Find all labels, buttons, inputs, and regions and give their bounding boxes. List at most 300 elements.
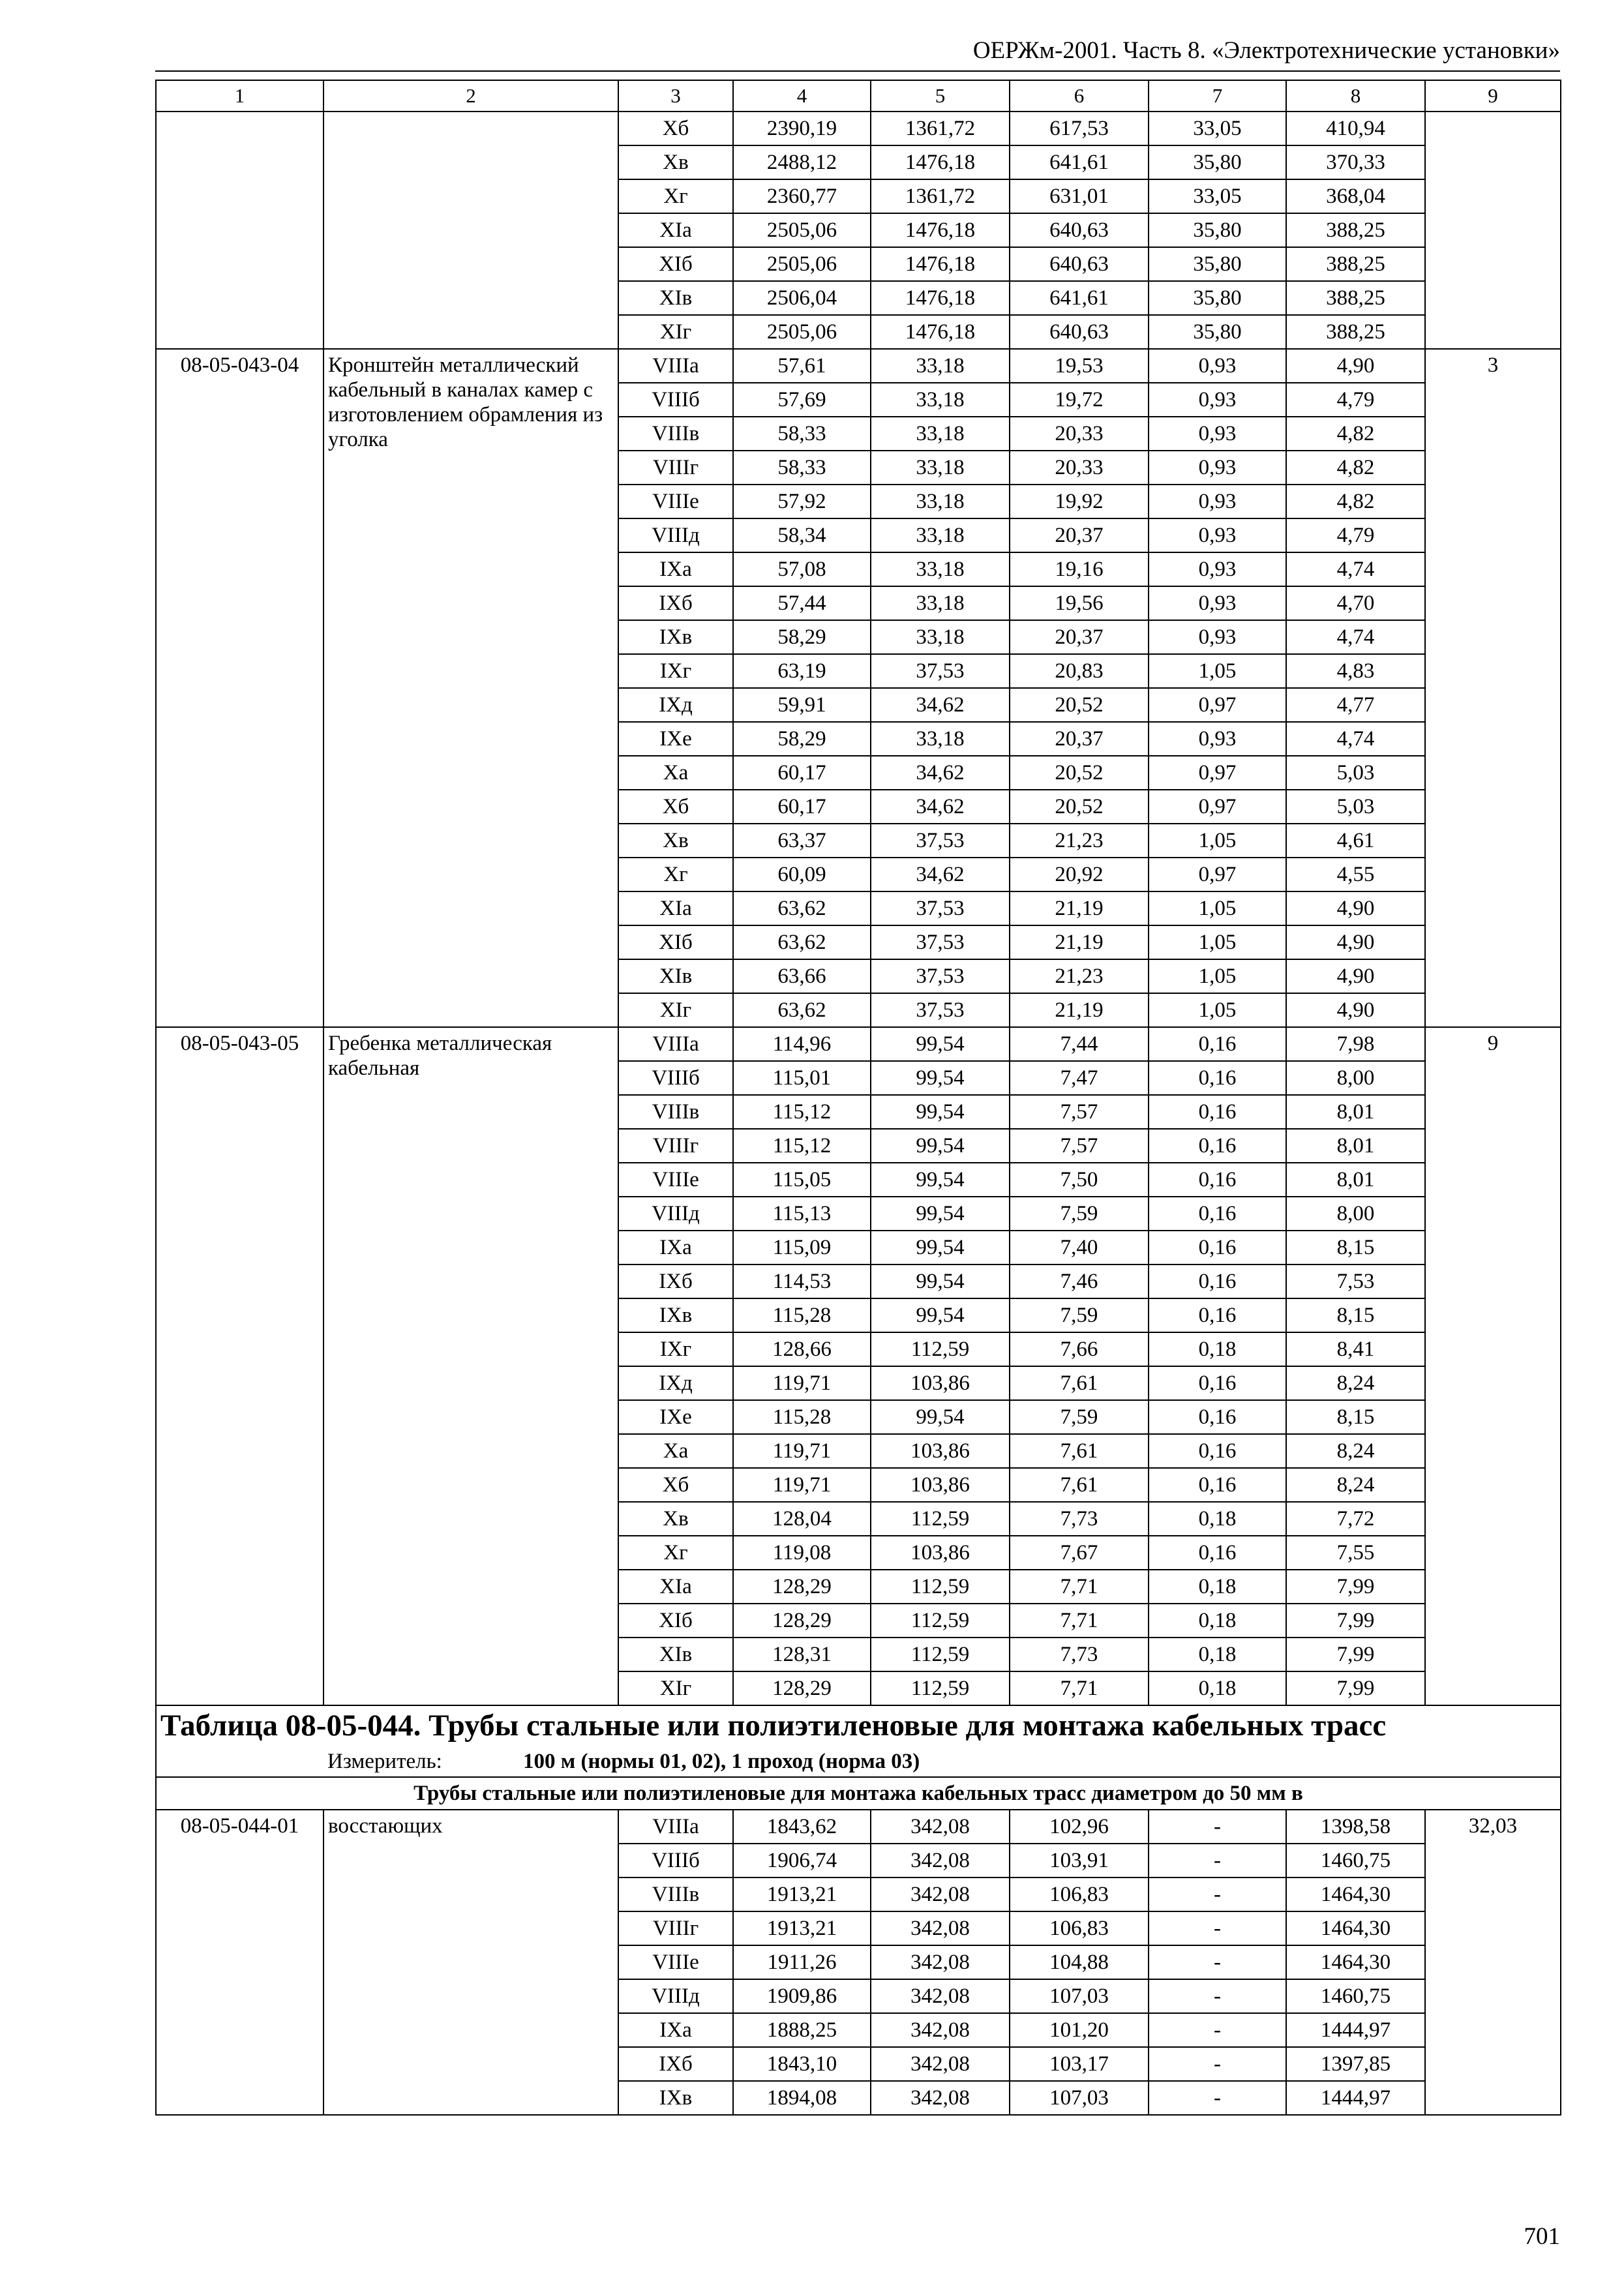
table-cell: 19,16 bbox=[1010, 552, 1149, 586]
table-cell: 103,17 bbox=[1010, 2047, 1149, 2081]
table-cell: 1476,18 bbox=[871, 145, 1010, 179]
table-cell: IXа bbox=[618, 2013, 733, 2047]
table-cell: 99,54 bbox=[871, 1298, 1010, 1332]
table-cell: VIIIд bbox=[618, 1197, 733, 1231]
table-cell: 7,71 bbox=[1010, 1604, 1149, 1638]
table-cell: 35,80 bbox=[1149, 281, 1286, 315]
table-cell: 7,61 bbox=[1010, 1366, 1149, 1400]
table-cell: 20,37 bbox=[1010, 722, 1149, 756]
table-cell: 58,33 bbox=[733, 417, 871, 451]
table-cell: 0,16 bbox=[1149, 1366, 1286, 1400]
table-cell: 33,18 bbox=[871, 620, 1010, 654]
table-cell: 63,62 bbox=[733, 993, 871, 1027]
table-cell: 0,18 bbox=[1149, 1604, 1286, 1638]
rate-labor-cost: 3 bbox=[1425, 349, 1561, 1027]
table-cell: VIIIг bbox=[618, 1911, 733, 1945]
table-cell: 99,54 bbox=[871, 1400, 1010, 1434]
table-cell: 99,54 bbox=[871, 1095, 1010, 1129]
table-cell: 63,62 bbox=[733, 891, 871, 925]
column-number: 4 bbox=[733, 80, 871, 112]
units-value: 100 м (нормы 01, 02), 1 проход (норма 03) bbox=[523, 1749, 920, 1773]
table-cell: 1913,21 bbox=[733, 1878, 871, 1911]
table-cell: 7,99 bbox=[1286, 1604, 1425, 1638]
table-cell: 0,93 bbox=[1149, 722, 1286, 756]
table-cell: 7,71 bbox=[1010, 1570, 1149, 1604]
table-cell: 5,03 bbox=[1286, 756, 1425, 790]
rate-code: 08-05-043-05 bbox=[156, 1027, 323, 1705]
table-cell: 20,37 bbox=[1010, 518, 1149, 552]
table-cell: 33,05 bbox=[1149, 179, 1286, 213]
table-cell: 640,63 bbox=[1010, 247, 1149, 281]
table-cell: 0,97 bbox=[1149, 790, 1286, 824]
table-cell: 0,16 bbox=[1149, 1298, 1286, 1332]
table-cell: 99,54 bbox=[871, 1264, 1010, 1298]
table-cell: 2488,12 bbox=[733, 145, 871, 179]
table-cell: 99,54 bbox=[871, 1197, 1010, 1231]
table-cell: 0,16 bbox=[1149, 1197, 1286, 1231]
table-cell: VIIIб bbox=[618, 1061, 733, 1095]
table-cell: 20,33 bbox=[1010, 417, 1149, 451]
table-cell: XIа bbox=[618, 1570, 733, 1604]
table-cell: 4,74 bbox=[1286, 722, 1425, 756]
table-cell: 0,97 bbox=[1149, 688, 1286, 722]
table-cell: - bbox=[1149, 1878, 1286, 1911]
table-cell: 368,04 bbox=[1286, 179, 1425, 213]
table-cell: 0,18 bbox=[1149, 1570, 1286, 1604]
table-cell: Хг bbox=[618, 179, 733, 213]
table-cell: IXе bbox=[618, 722, 733, 756]
table-cell: VIIIд bbox=[618, 518, 733, 552]
table-cell: 99,54 bbox=[871, 1027, 1010, 1061]
table-row bbox=[156, 349, 1561, 383]
table-cell: - bbox=[1149, 2047, 1286, 2081]
table-cell: VIIIг bbox=[618, 1129, 733, 1163]
table-cell: 7,72 bbox=[1286, 1502, 1425, 1536]
table-cell: 103,86 bbox=[871, 1536, 1010, 1570]
table-cell: 8,15 bbox=[1286, 1298, 1425, 1332]
table-cell: 0,97 bbox=[1149, 858, 1286, 891]
column-number: 9 bbox=[1425, 80, 1561, 112]
table-cell: 115,28 bbox=[733, 1298, 871, 1332]
column-number-row bbox=[156, 80, 1561, 112]
table-cell: 0,16 bbox=[1149, 1027, 1286, 1061]
table-cell: 128,29 bbox=[733, 1570, 871, 1604]
rate-code bbox=[156, 112, 323, 349]
table-cell: 119,71 bbox=[733, 1366, 871, 1400]
table-cell: 0,93 bbox=[1149, 552, 1286, 586]
table-cell: 342,08 bbox=[871, 2081, 1010, 2115]
table-cell: 0,16 bbox=[1149, 1061, 1286, 1095]
table-cell: 112,59 bbox=[871, 1638, 1010, 1671]
table-cell: 1843,10 bbox=[733, 2047, 871, 2081]
table-cell: 342,08 bbox=[871, 1844, 1010, 1878]
subheading-row bbox=[156, 1777, 1561, 1810]
table-cell: 4,90 bbox=[1286, 959, 1425, 993]
units-label: Измеритель: bbox=[327, 1749, 442, 1773]
table-cell: 7,57 bbox=[1010, 1129, 1149, 1163]
table-cell: 7,71 bbox=[1010, 1671, 1149, 1705]
table-cell: 0,18 bbox=[1149, 1332, 1286, 1366]
table-cell: 7,99 bbox=[1286, 1671, 1425, 1705]
table-cell: 21,19 bbox=[1010, 891, 1149, 925]
table-cell: XIв bbox=[618, 281, 733, 315]
running-header: ОЕРЖм-2001. Часть 8. «Электротехнические установки» bbox=[972, 37, 1560, 64]
table-cell: 0,16 bbox=[1149, 1536, 1286, 1570]
table-cell: 63,62 bbox=[733, 925, 871, 959]
table-cell: 99,54 bbox=[871, 1129, 1010, 1163]
table-cell: 0,93 bbox=[1149, 518, 1286, 552]
table-cell: 7,59 bbox=[1010, 1298, 1149, 1332]
table-cell: 4,90 bbox=[1286, 891, 1425, 925]
table-cell: 128,66 bbox=[733, 1332, 871, 1366]
table-cell: 388,25 bbox=[1286, 247, 1425, 281]
table-cell: 57,44 bbox=[733, 586, 871, 620]
units-row bbox=[156, 1746, 1561, 1777]
table-cell: XIг bbox=[618, 1671, 733, 1705]
table-cell: 7,47 bbox=[1010, 1061, 1149, 1095]
column-number: 7 bbox=[1149, 80, 1286, 112]
table-cell: VIIIе bbox=[618, 1163, 733, 1197]
table-cell: 0,18 bbox=[1149, 1638, 1286, 1671]
table-cell: 107,03 bbox=[1010, 2081, 1149, 2115]
table-cell: 103,86 bbox=[871, 1468, 1010, 1502]
table-cell: 63,19 bbox=[733, 654, 871, 688]
table-cell: 0,16 bbox=[1149, 1163, 1286, 1197]
table-cell: 0,16 bbox=[1149, 1468, 1286, 1502]
table-cell: 1464,30 bbox=[1286, 1911, 1425, 1945]
table-cell: 8,01 bbox=[1286, 1129, 1425, 1163]
table-cell: 7,57 bbox=[1010, 1095, 1149, 1129]
table-cell: 7,46 bbox=[1010, 1264, 1149, 1298]
table-title-row bbox=[156, 1705, 1561, 1746]
table-cell: 0,93 bbox=[1149, 485, 1286, 518]
table-cell: 8,15 bbox=[1286, 1400, 1425, 1434]
table-cell: 1460,75 bbox=[1286, 1979, 1425, 2013]
table-cell: 8,24 bbox=[1286, 1468, 1425, 1502]
table-cell: XIа bbox=[618, 213, 733, 247]
table-cell: 4,79 bbox=[1286, 518, 1425, 552]
table-cell: 8,24 bbox=[1286, 1434, 1425, 1468]
table-cell: XIб bbox=[618, 1604, 733, 1638]
table-cell: 4,90 bbox=[1286, 993, 1425, 1027]
table-cell: 4,70 bbox=[1286, 586, 1425, 620]
table-cell: 99,54 bbox=[871, 1163, 1010, 1197]
column-number: 5 bbox=[871, 80, 1010, 112]
table-cell: 342,08 bbox=[871, 1810, 1010, 1844]
table-cell: 60,17 bbox=[733, 756, 871, 790]
table-cell: IXд bbox=[618, 688, 733, 722]
table-cell: 0,16 bbox=[1149, 1231, 1286, 1264]
table-cell: 1,05 bbox=[1149, 654, 1286, 688]
table-cell: 34,62 bbox=[871, 858, 1010, 891]
table-cell: 115,01 bbox=[733, 1061, 871, 1095]
table-cell: - bbox=[1149, 1945, 1286, 1979]
table-cell: 8,00 bbox=[1286, 1197, 1425, 1231]
table-cell: 2505,06 bbox=[733, 315, 871, 349]
table-cell: 1398,58 bbox=[1286, 1810, 1425, 1844]
table-cell: VIIIв bbox=[618, 1878, 733, 1911]
rates-table-body bbox=[156, 80, 1561, 2115]
table-cell: 8,24 bbox=[1286, 1366, 1425, 1400]
table-cell: 1,05 bbox=[1149, 959, 1286, 993]
table-cell: 0,18 bbox=[1149, 1671, 1286, 1705]
table-cell: IXе bbox=[618, 1400, 733, 1434]
rate-code: 08-05-043-04 bbox=[156, 349, 323, 1027]
table-cell: 115,28 bbox=[733, 1400, 871, 1434]
table-cell: 7,73 bbox=[1010, 1502, 1149, 1536]
table-cell: 631,01 bbox=[1010, 179, 1149, 213]
rate-code: 08-05-044-01 bbox=[156, 1810, 323, 2115]
table-cell: XIб bbox=[618, 925, 733, 959]
table-cell: 1444,97 bbox=[1286, 2013, 1425, 2047]
table-cell: 115,12 bbox=[733, 1095, 871, 1129]
table-cell: VIIIд bbox=[618, 1979, 733, 2013]
table-cell: 1,05 bbox=[1149, 891, 1286, 925]
table-cell: 106,83 bbox=[1010, 1878, 1149, 1911]
table-cell: 7,44 bbox=[1010, 1027, 1149, 1061]
table-cell: 20,52 bbox=[1010, 756, 1149, 790]
table-cell: 20,33 bbox=[1010, 451, 1149, 485]
table-cell: 1,05 bbox=[1149, 824, 1286, 858]
table-cell: 33,18 bbox=[871, 349, 1010, 383]
table-cell: 57,92 bbox=[733, 485, 871, 518]
table-cell: 107,03 bbox=[1010, 1979, 1149, 2013]
table-cell: 20,52 bbox=[1010, 688, 1149, 722]
table-cell: Хг bbox=[618, 858, 733, 891]
table-subheading: Трубы стальные или полиэтиленовые для монтажа кабельных трасс диаметром до 50 мм в bbox=[156, 1777, 1561, 1810]
table-cell: 57,61 bbox=[733, 349, 871, 383]
table-cell: 8,41 bbox=[1286, 1332, 1425, 1366]
table-cell: 1894,08 bbox=[733, 2081, 871, 2115]
table-cell: 128,29 bbox=[733, 1604, 871, 1638]
table-cell: 8,00 bbox=[1286, 1061, 1425, 1095]
table-cell: 33,05 bbox=[1149, 112, 1286, 145]
table-cell: 33,18 bbox=[871, 722, 1010, 756]
table-cell: 641,61 bbox=[1010, 281, 1149, 315]
table-cell: - bbox=[1149, 1810, 1286, 1844]
table-cell: 33,18 bbox=[871, 451, 1010, 485]
table-cell: 342,08 bbox=[871, 2047, 1010, 2081]
table-cell: 112,59 bbox=[871, 1502, 1010, 1536]
table-cell: 388,25 bbox=[1286, 213, 1425, 247]
rate-description: Гребенка металлическая кабельная bbox=[323, 1027, 618, 1705]
table-cell: XIг bbox=[618, 993, 733, 1027]
table-row bbox=[156, 1027, 1561, 1061]
table-cell: XIв bbox=[618, 959, 733, 993]
table-cell: IXа bbox=[618, 552, 733, 586]
table-cell: 103,91 bbox=[1010, 1844, 1149, 1878]
table-cell: 103,86 bbox=[871, 1434, 1010, 1468]
table-cell: 7,67 bbox=[1010, 1536, 1149, 1570]
rate-description: восстающих bbox=[323, 1810, 618, 2115]
table-cell: IXд bbox=[618, 1366, 733, 1400]
page-number: 701 bbox=[1524, 2223, 1560, 2250]
table-cell: 34,62 bbox=[871, 790, 1010, 824]
table-cell: 20,83 bbox=[1010, 654, 1149, 688]
table-cell: 112,59 bbox=[871, 1671, 1010, 1705]
table-cell: 19,53 bbox=[1010, 349, 1149, 383]
table-cell: 119,71 bbox=[733, 1468, 871, 1502]
table-cell: 7,66 bbox=[1010, 1332, 1149, 1366]
table-cell: 114,53 bbox=[733, 1264, 871, 1298]
table-cell: - bbox=[1149, 2013, 1286, 2047]
table-cell: 5,03 bbox=[1286, 790, 1425, 824]
table-cell: 0,97 bbox=[1149, 756, 1286, 790]
table-cell: - bbox=[1149, 1979, 1286, 2013]
rate-labor-cost: 32,03 bbox=[1425, 1810, 1561, 2115]
table-cell: 0,93 bbox=[1149, 620, 1286, 654]
table-cell: 19,92 bbox=[1010, 485, 1149, 518]
table-cell: 20,92 bbox=[1010, 858, 1149, 891]
table-cell: IXб bbox=[618, 2047, 733, 2081]
table-cell: 0,93 bbox=[1149, 417, 1286, 451]
table-cell: 115,05 bbox=[733, 1163, 871, 1197]
table-cell: 4,61 bbox=[1286, 824, 1425, 858]
table-cell: IXв bbox=[618, 1298, 733, 1332]
table-cell: 101,20 bbox=[1010, 2013, 1149, 2047]
table-cell: 33,18 bbox=[871, 552, 1010, 586]
rate-labor-cost bbox=[1425, 112, 1561, 349]
table-cell: 8,01 bbox=[1286, 1095, 1425, 1129]
table-cell: 33,18 bbox=[871, 586, 1010, 620]
table-cell: VIIIб bbox=[618, 1844, 733, 1878]
table-cell: 342,08 bbox=[871, 1945, 1010, 1979]
table-cell: 20,52 bbox=[1010, 790, 1149, 824]
table-cell: 342,08 bbox=[871, 1878, 1010, 1911]
table-cell: Хв bbox=[618, 145, 733, 179]
table-cell: 7,59 bbox=[1010, 1197, 1149, 1231]
table-cell: 4,90 bbox=[1286, 925, 1425, 959]
table-cell: 21,23 bbox=[1010, 959, 1149, 993]
table-cell: 1843,62 bbox=[733, 1810, 871, 1844]
table-row bbox=[156, 1810, 1561, 1844]
table-cell: Хб bbox=[618, 790, 733, 824]
table-cell: 1444,97 bbox=[1286, 2081, 1425, 2115]
table-cell: 0,16 bbox=[1149, 1434, 1286, 1468]
table-cell: 7,61 bbox=[1010, 1468, 1149, 1502]
table-cell: 1397,85 bbox=[1286, 2047, 1425, 2081]
table-cell: 60,17 bbox=[733, 790, 871, 824]
table-cell: 1476,18 bbox=[871, 315, 1010, 349]
table-cell: VIIIе bbox=[618, 1945, 733, 1979]
table-cell: 4,77 bbox=[1286, 688, 1425, 722]
table-cell: IXа bbox=[618, 1231, 733, 1264]
table-cell: Хб bbox=[618, 112, 733, 145]
table-cell: 21,19 bbox=[1010, 993, 1149, 1027]
table-cell: 128,04 bbox=[733, 1502, 871, 1536]
table-cell: IXв bbox=[618, 2081, 733, 2115]
table-cell: 128,29 bbox=[733, 1671, 871, 1705]
table-cell: 640,63 bbox=[1010, 315, 1149, 349]
table-cell: 115,13 bbox=[733, 1197, 871, 1231]
table-cell: 33,18 bbox=[871, 417, 1010, 451]
column-number: 6 bbox=[1010, 80, 1149, 112]
table-cell: IXб bbox=[618, 1264, 733, 1298]
table-cell: 63,37 bbox=[733, 824, 871, 858]
table-cell: - bbox=[1149, 1844, 1286, 1878]
table-cell: 640,63 bbox=[1010, 213, 1149, 247]
table-cell: 1361,72 bbox=[871, 179, 1010, 213]
table-cell: 1464,30 bbox=[1286, 1945, 1425, 1979]
table-cell: 4,82 bbox=[1286, 485, 1425, 518]
table-cell: Ха bbox=[618, 756, 733, 790]
table-cell: 4,82 bbox=[1286, 451, 1425, 485]
table-cell: 33,18 bbox=[871, 518, 1010, 552]
table-cell: 104,88 bbox=[1010, 1945, 1149, 1979]
table-cell: 388,25 bbox=[1286, 315, 1425, 349]
table-cell: 1361,72 bbox=[871, 112, 1010, 145]
table-title: Таблица 08-05-044. Трубы стальные или полиэтиленовые для монтажа кабельных трасс bbox=[156, 1705, 1561, 1746]
table-cell: 4,55 bbox=[1286, 858, 1425, 891]
table-cell: Хб bbox=[618, 1468, 733, 1502]
table-cell: 21,23 bbox=[1010, 824, 1149, 858]
header-rule bbox=[155, 70, 1560, 72]
table-cell: 0,93 bbox=[1149, 586, 1286, 620]
units-cell bbox=[156, 1746, 1561, 1777]
column-number: 3 bbox=[618, 80, 733, 112]
table-cell: 0,16 bbox=[1149, 1095, 1286, 1129]
table-cell: 37,53 bbox=[871, 891, 1010, 925]
table-cell: 99,54 bbox=[871, 1231, 1010, 1264]
table-cell: 35,80 bbox=[1149, 315, 1286, 349]
table-cell: - bbox=[1149, 1911, 1286, 1945]
rate-description: Кронштейн металлический кабельный в каналах камер с изготовлением обрамления из уголка bbox=[323, 349, 618, 1027]
table-cell: 7,99 bbox=[1286, 1570, 1425, 1604]
table-cell: 0,16 bbox=[1149, 1129, 1286, 1163]
table-cell: 112,59 bbox=[871, 1332, 1010, 1366]
table-cell: 19,72 bbox=[1010, 383, 1149, 417]
table-cell: VIIIв bbox=[618, 1095, 733, 1129]
table-cell: XIб bbox=[618, 247, 733, 281]
table-cell: 0,93 bbox=[1149, 451, 1286, 485]
table-cell: 115,12 bbox=[733, 1129, 871, 1163]
table-cell: 58,34 bbox=[733, 518, 871, 552]
table-cell: XIг bbox=[618, 315, 733, 349]
table-cell: 1464,30 bbox=[1286, 1878, 1425, 1911]
table-cell: 112,59 bbox=[871, 1604, 1010, 1638]
table-cell: 112,59 bbox=[871, 1570, 1010, 1604]
table-cell: 1911,26 bbox=[733, 1945, 871, 1979]
table-cell: 106,83 bbox=[1010, 1911, 1149, 1945]
table-cell: 8,15 bbox=[1286, 1231, 1425, 1264]
table-cell: IXв bbox=[618, 620, 733, 654]
table-cell: IXг bbox=[618, 1332, 733, 1366]
table-cell: 641,61 bbox=[1010, 145, 1149, 179]
column-number: 1 bbox=[156, 80, 323, 112]
table-cell: Ха bbox=[618, 1434, 733, 1468]
table-cell: Хв bbox=[618, 824, 733, 858]
table-cell: 342,08 bbox=[871, 1979, 1010, 2013]
table-cell: 7,55 bbox=[1286, 1536, 1425, 1570]
table-cell: 0,16 bbox=[1149, 1264, 1286, 1298]
table-cell: 7,73 bbox=[1010, 1638, 1149, 1671]
table-cell: 0,93 bbox=[1149, 383, 1286, 417]
table-cell: 37,53 bbox=[871, 925, 1010, 959]
table-cell: 4,82 bbox=[1286, 417, 1425, 451]
table-cell: 7,99 bbox=[1286, 1638, 1425, 1671]
table-cell: 7,53 bbox=[1286, 1264, 1425, 1298]
table-cell: IXг bbox=[618, 654, 733, 688]
table-cell: VIIIа bbox=[618, 1027, 733, 1061]
table-cell: 103,86 bbox=[871, 1366, 1010, 1400]
table-cell: 1913,21 bbox=[733, 1911, 871, 1945]
table-cell: 1,05 bbox=[1149, 925, 1286, 959]
table-cell: 37,53 bbox=[871, 993, 1010, 1027]
table-cell: 7,98 bbox=[1286, 1027, 1425, 1061]
table-cell: VIIIг bbox=[618, 451, 733, 485]
column-number: 2 bbox=[323, 80, 618, 112]
table-cell: 2390,19 bbox=[733, 112, 871, 145]
